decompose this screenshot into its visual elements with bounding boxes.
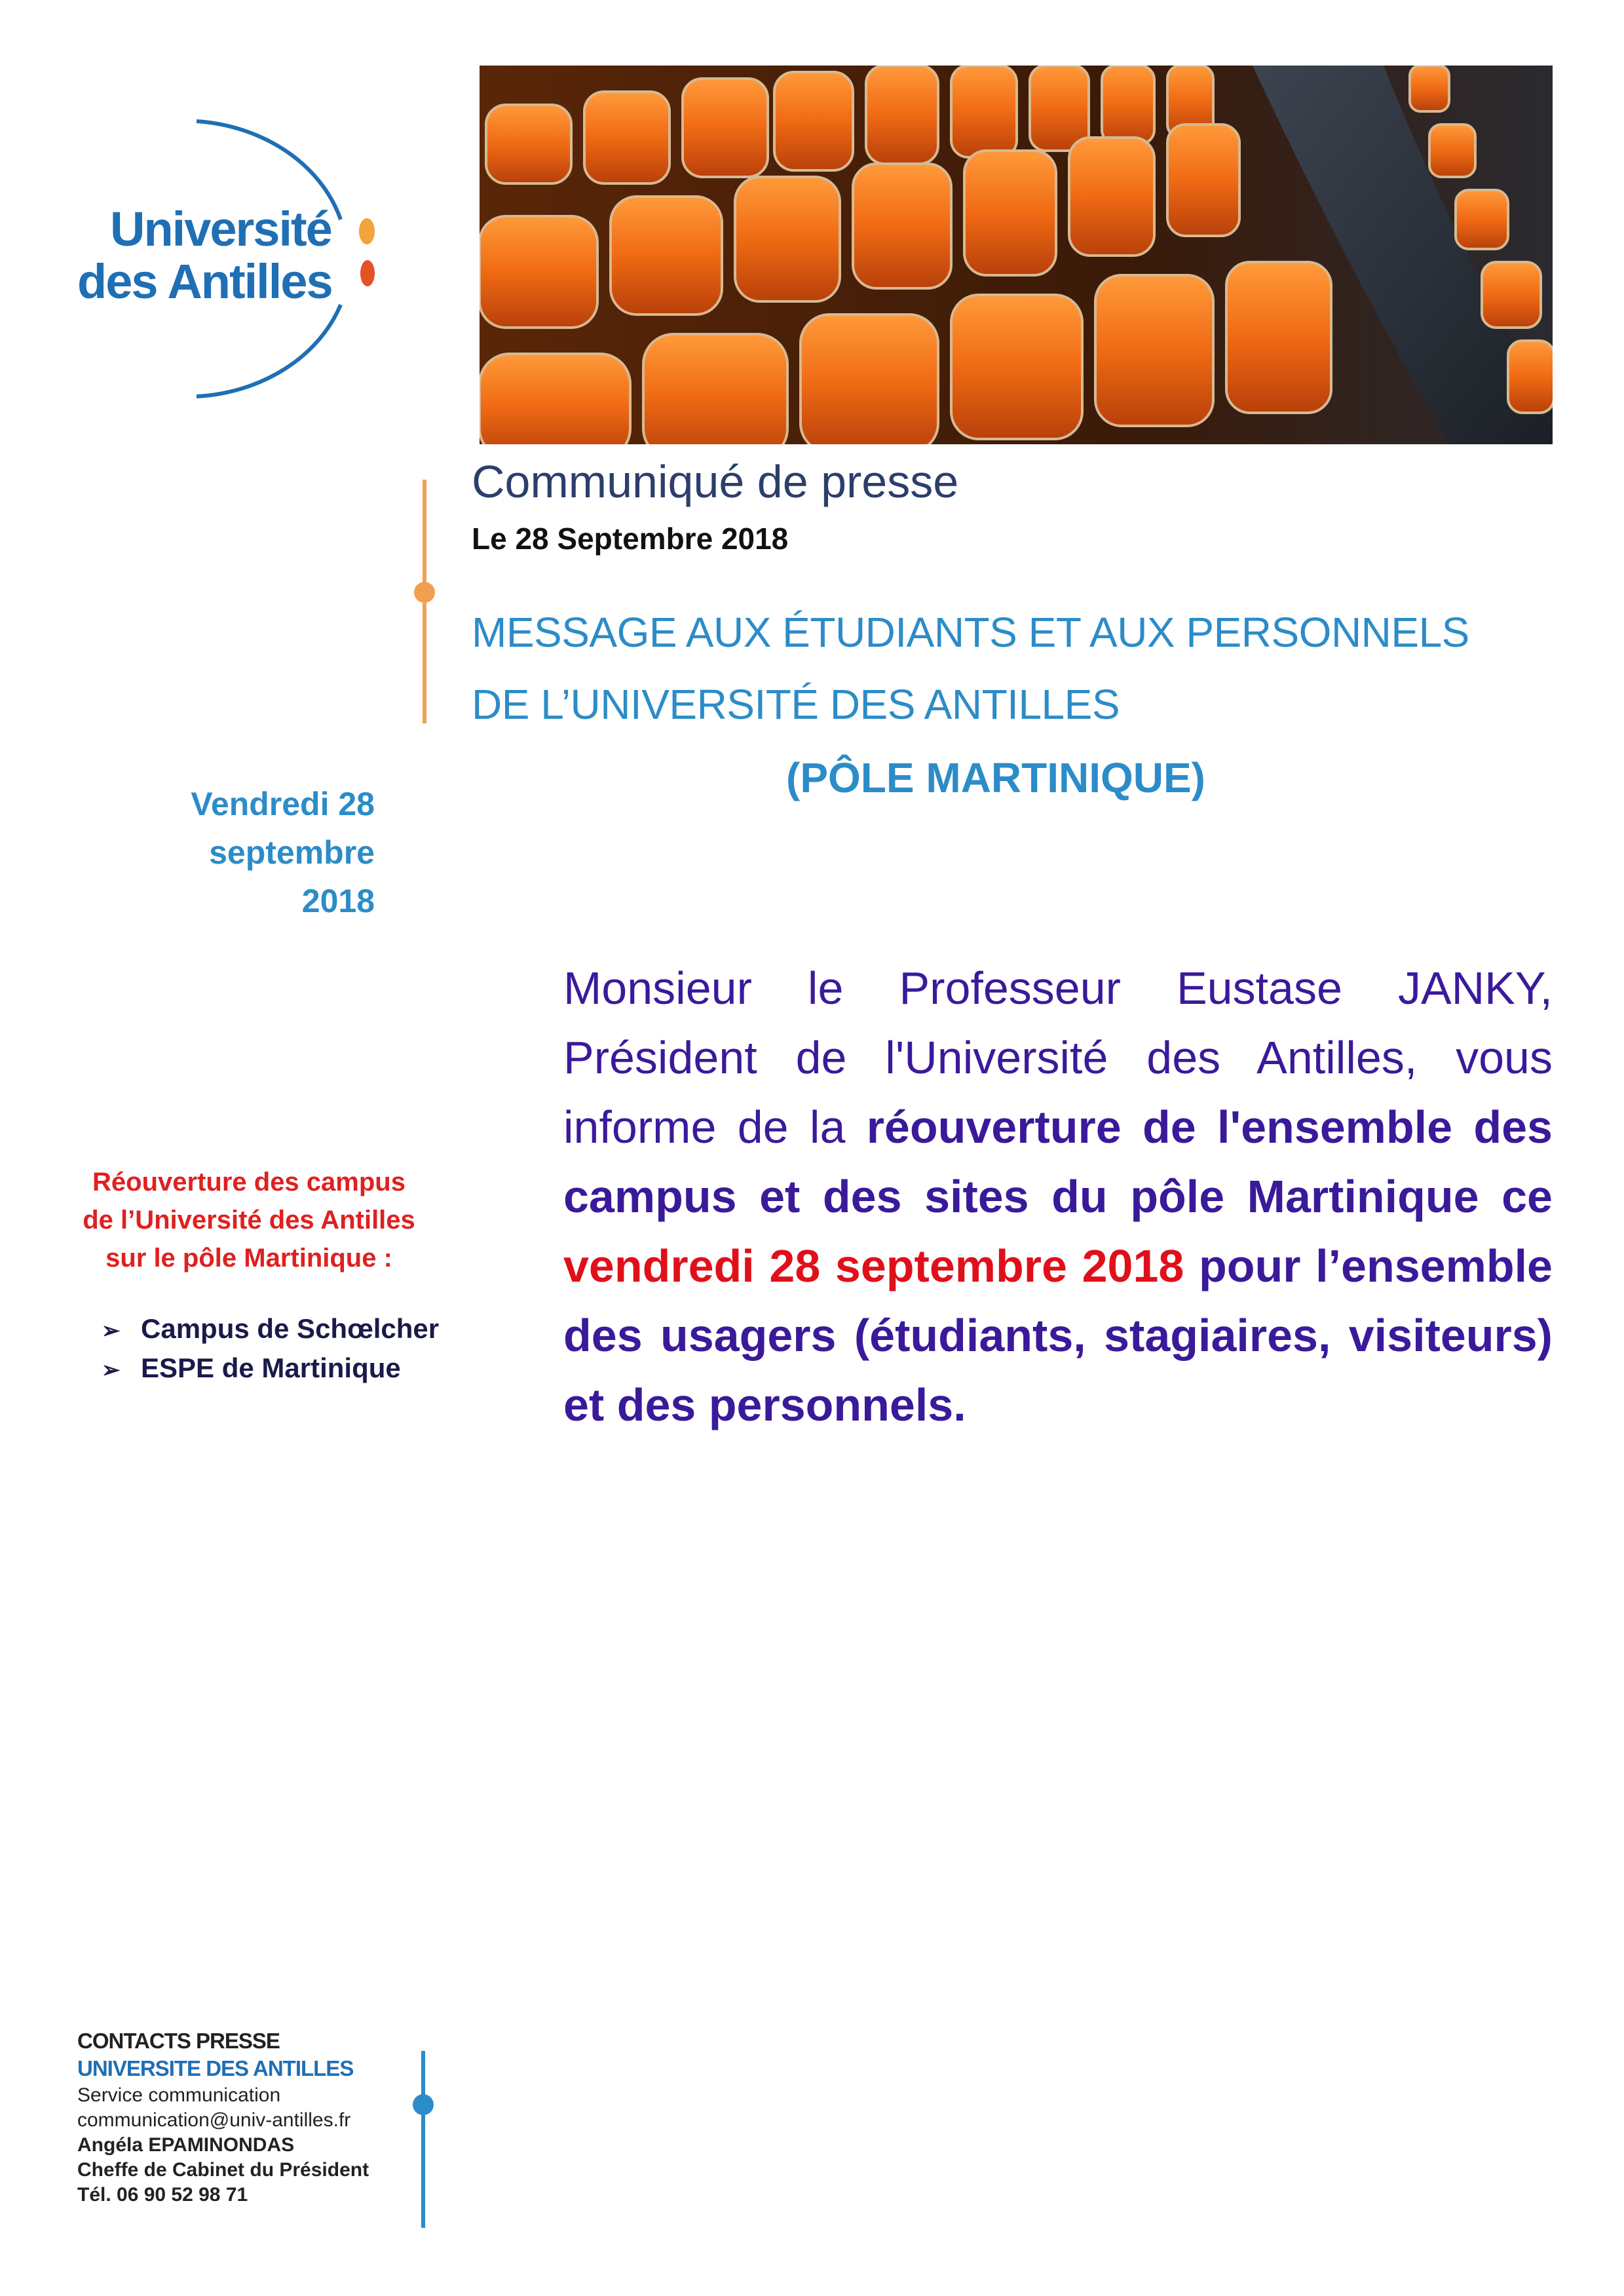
- contacts-service: Service communication: [77, 2084, 281, 2106]
- headline-line-2: DE L’UNIVERSITÉ DES ANTILLES: [472, 681, 1120, 728]
- list-item: [102, 1309, 439, 1349]
- side-note-line: de l’Université des Antilles: [83, 1206, 415, 1234]
- logo-dot-red-icon: [360, 260, 375, 286]
- title-divider-dot-icon: [414, 582, 435, 603]
- arrow-bullet-icon: ➢: [102, 1318, 121, 1343]
- campus-name: ESPE de Martinique: [141, 1352, 401, 1383]
- contacts-email: communication@univ-antilles.fr: [77, 2109, 351, 2131]
- campus-name: Campus de Schœlcher: [141, 1313, 440, 1344]
- page-title: Communiqué de presse: [472, 456, 959, 507]
- auditorium-seats-photo: [480, 66, 1553, 444]
- contacts-org: UNIVERSITE DES ANTILLES: [77, 2056, 354, 2080]
- side-date-line: 2018: [301, 883, 375, 919]
- side-date-line: Vendredi 28: [191, 786, 375, 822]
- side-note-line: sur le pôle Martinique :: [105, 1244, 392, 1272]
- contacts-role: Cheffe de Cabinet du Président: [77, 2159, 369, 2181]
- body-bold-1: réouverture de l'ensemble des campus et des sites du pôle Martinique ce: [563, 1101, 1553, 1222]
- side-date-line: septembre: [209, 834, 375, 871]
- side-date: [131, 780, 375, 925]
- press-date: Le 28 Septembre 2018: [472, 522, 789, 556]
- university-logo: [72, 108, 387, 410]
- body-bold-2: pour l’ensemble des usagers (étudiants, stagiaires, visiteurs) et des personnels.: [563, 1240, 1553, 1430]
- body-intro: Monsieur le Professeur Eustase JANKY, Président de l'Université des Antilles, vous informe de la: [563, 963, 1553, 1153]
- body-red-date: vendredi 28 septembre 2018: [563, 1240, 1184, 1292]
- side-note: [66, 1163, 432, 1277]
- logo-line1: Université: [110, 202, 331, 256]
- contacts-phone: Tél. 06 90 52 98 71: [77, 2184, 248, 2206]
- contacts-person: Angéla EPAMINONDAS: [77, 2134, 295, 2156]
- arrow-bullet-icon: ➢: [102, 1358, 121, 1383]
- side-note-line: Réouverture des campus: [92, 1168, 406, 1196]
- contacts-title: CONTACTS PRESSE: [77, 2029, 280, 2053]
- logo-line2: des Antilles: [77, 254, 332, 309]
- campus-list: [102, 1309, 439, 1388]
- logo-dot-orange-icon: [359, 218, 375, 244]
- body-paragraph: [563, 953, 1553, 1440]
- headline-subtitle: (PÔLE MARTINIQUE): [786, 754, 1205, 801]
- list-item: [102, 1349, 439, 1388]
- seats-image-icon: [480, 66, 1553, 444]
- headline-line-1: MESSAGE AUX ÉTUDIANTS ET AUX PERSONNELS: [472, 609, 1469, 656]
- press-contacts: [77, 2028, 444, 2208]
- body-message: [563, 953, 1553, 1440]
